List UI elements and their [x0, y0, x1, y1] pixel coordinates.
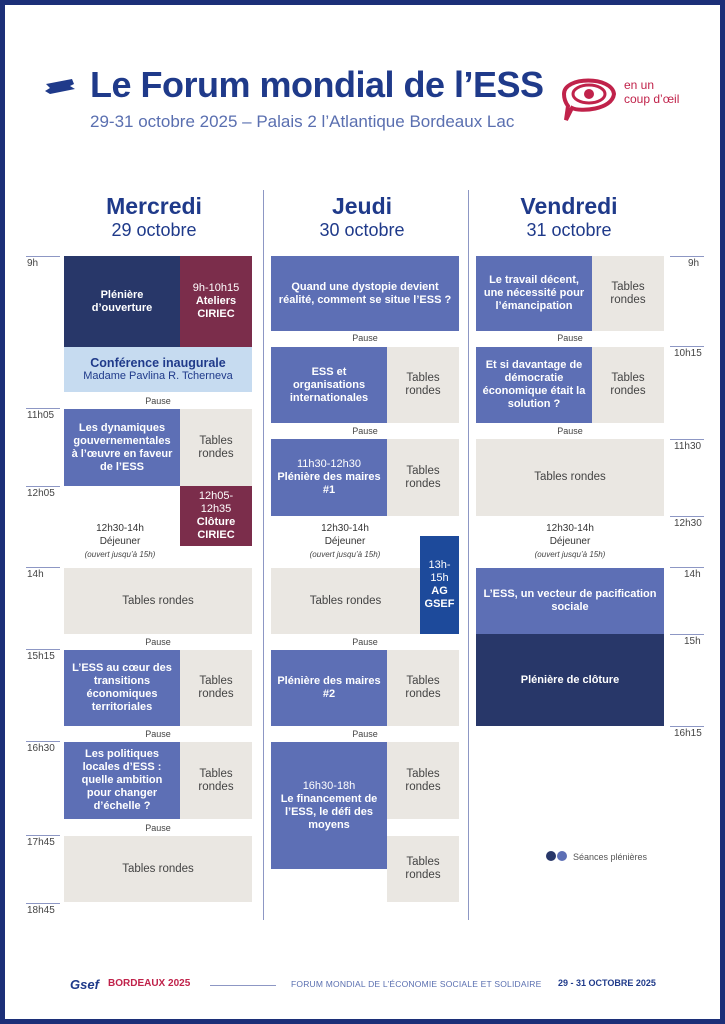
footer-bordeaux: BORDEAUX 2025	[108, 978, 191, 989]
lunch-note: (ouvert jusqu’à 15h)	[534, 550, 606, 559]
lunch-note: (ouvert jusqu’à 15h)	[84, 550, 156, 559]
pause-label: Pause	[145, 396, 171, 406]
session-title: Conférence inaugurale	[90, 355, 226, 370]
time-tick	[670, 256, 704, 257]
time-tick	[26, 835, 60, 836]
session-title: AG GSEF	[424, 585, 455, 610]
session-time: 9h-10h15	[192, 282, 240, 294]
footer-divider	[210, 985, 276, 986]
wed-tables-rondes[interactable]: Tables rondes	[64, 568, 252, 634]
session-time: 11h30-12h30	[296, 458, 362, 470]
thu-tables-rondes[interactable]: Tables rondes	[387, 650, 459, 726]
wed-transitions-economiques[interactable]: L’ESS au cœur des transitions économiques territoriales	[64, 650, 180, 726]
time-label: 12h30	[674, 518, 702, 529]
time-label: 18h45	[27, 905, 55, 916]
wed-tables-rondes[interactable]: Tables rondes	[180, 742, 252, 819]
footer-dates: 29 - 31 OCTOBRE 2025	[558, 978, 656, 988]
wed-tables-rondes[interactable]: Tables rondes	[64, 836, 252, 902]
time-tick	[26, 649, 60, 650]
thu-financement-ess[interactable]	[271, 742, 387, 869]
session-title: Ateliers CIRIEC	[195, 295, 237, 320]
lunch-time: 12h30-14h	[546, 523, 594, 534]
wed-conference-inaugurale[interactable]	[64, 347, 252, 392]
thu-tables-rondes[interactable]: Tables rondes	[387, 347, 459, 423]
session-title: Clôture CIRIEC	[196, 516, 236, 541]
time-tick	[26, 486, 60, 487]
fri-ess-vecteur-pacification[interactable]: L’ESS, un vecteur de pacification sociale	[476, 568, 664, 634]
day-thu-date: 30 octobre	[319, 220, 405, 240]
time-label: 14h	[27, 569, 44, 580]
legend-label: Séances plénières	[573, 852, 648, 862]
fri-tables-rondes[interactable]: Tables rondes	[592, 347, 664, 423]
thu-tables-rondes[interactable]: Tables rondes	[387, 742, 459, 819]
lunch-time: 12h30-14h	[96, 523, 144, 534]
page-title: Le Forum mondial de l’ESS	[90, 64, 544, 105]
logo-tagline	[624, 78, 679, 106]
time-tick	[26, 903, 60, 904]
eye-logo-icon	[556, 66, 620, 126]
day-fri-date: 31 octobre	[526, 220, 612, 240]
pause-label: Pause	[557, 426, 583, 436]
fri-tables-rondes[interactable]: Tables rondes	[592, 256, 664, 331]
time-tick	[26, 567, 60, 568]
fri-travail-decent[interactable]: Le travail décent, une nécessité pour l’émancipation	[476, 256, 592, 331]
time-label: 15h	[684, 636, 701, 647]
column-separator	[468, 190, 469, 920]
time-label: 11h05	[27, 410, 55, 421]
pause-label: Pause	[145, 823, 171, 833]
fri-lunch	[476, 522, 664, 561]
wed-dynamiques-gouvernementales[interactable]: Les dynamiques gouvernementales à l’œuvre en faveur de l’ESS	[64, 409, 180, 486]
time-tick	[670, 439, 704, 440]
fri-democratie-economique[interactable]: Et si davantage de démocratie économique était la solution ?	[476, 347, 592, 423]
time-label: 12h05	[27, 488, 55, 499]
session-time: 13h-	[428, 559, 451, 571]
logo-tagline-line1: en un	[624, 78, 655, 92]
pause-label: Pause	[352, 729, 378, 739]
thu-ag-gsef[interactable]	[420, 536, 459, 634]
wed-tables-rondes[interactable]: Tables rondes	[180, 650, 252, 726]
day-fri-name: Vendredi	[520, 193, 618, 219]
pause-label: Pause	[145, 729, 171, 739]
time-tick	[670, 346, 704, 347]
thu-tables-rondes[interactable]: Tables rondes	[387, 836, 459, 902]
time-label: 9h	[688, 258, 700, 269]
wed-politiques-locales[interactable]: Les politiques locales d’ESS : quelle ambition pour changer d’échelle ?	[64, 742, 180, 819]
lunch-label: Déjeuner	[99, 536, 141, 547]
day-wed-name: Mercredi	[106, 193, 202, 219]
pause-label: Pause	[352, 426, 378, 436]
time-label: 11h30	[674, 441, 702, 452]
legend-dot-mid	[557, 851, 567, 861]
pause-label: Pause	[145, 637, 171, 647]
time-label: 16h30	[27, 743, 55, 754]
pause-label: Pause	[352, 637, 378, 647]
wed-lunch	[26, 522, 214, 561]
session-time: 16h30-18h	[302, 779, 356, 792]
time-label: 16h15	[674, 728, 702, 739]
time-tick	[670, 634, 704, 635]
footer-forum-name: FORUM MONDIAL DE L’ÉCONOMIE SOCIALE ET SOLIDAIRE	[291, 979, 542, 989]
time-tick	[670, 726, 704, 727]
lunch-label: Déjeuner	[549, 536, 591, 547]
time-label: 10h15	[674, 348, 702, 359]
time-tick	[670, 516, 704, 517]
time-label: 17h45	[27, 837, 55, 848]
thu-pleniere-maires-2[interactable]: Plénière des maires #2	[271, 650, 387, 726]
time-label: 14h	[684, 569, 701, 580]
page-subtitle: 29-31 octobre 2025 – Palais 2 l’Atlantique Bordeaux Lac	[90, 112, 515, 131]
fri-pleniere-cloture[interactable]: Plénière de clôture	[476, 634, 664, 726]
time-tick	[26, 256, 60, 257]
brush-stroke-icon	[44, 76, 76, 96]
session-time: 15h	[430, 572, 449, 584]
pause-label: Pause	[352, 333, 378, 343]
time-label: 9h	[27, 258, 39, 269]
session-time: 12h05-12h35	[198, 490, 234, 515]
footer-gsef-logo: Gsef	[70, 977, 99, 992]
fri-tables-rondes[interactable]: Tables rondes	[476, 439, 664, 516]
wed-tables-rondes[interactable]: Tables rondes	[180, 409, 252, 486]
session-title: Plénière des maires #1	[277, 471, 381, 496]
time-tick	[26, 408, 60, 409]
day-thu-name: Jeudi	[331, 193, 393, 219]
time-label: 15h15	[27, 651, 55, 662]
thu-tables-rondes[interactable]: Tables rondes	[271, 568, 420, 634]
pause-label: Pause	[557, 333, 583, 343]
time-tick	[670, 567, 704, 568]
session-title: Le financement de l’ESS, le défi des moyens	[280, 792, 378, 831]
thu-ess-organisations[interactable]: ESS et organisations internationales	[271, 347, 387, 423]
wed-ateliers-ciriec[interactable]	[180, 256, 252, 347]
session-speaker: Madame Pavlina R. Tcherneva	[83, 369, 233, 382]
thu-lunch	[251, 522, 439, 561]
day-wed-date: 29 octobre	[111, 220, 197, 240]
lunch-label: Déjeuner	[324, 536, 366, 547]
lunch-time: 12h30-14h	[321, 523, 369, 534]
wed-pleniere-ouverture[interactable]: Plénière d’ouverture	[64, 256, 180, 347]
lunch-note: (ouvert jusqu’à 15h)	[309, 550, 381, 559]
thu-dystopie[interactable]: Quand une dystopie devient réalité, comment se situe l’ESS ?	[271, 256, 459, 331]
legend-dot-dark	[546, 851, 556, 861]
time-tick	[26, 741, 60, 742]
thu-pleniere-maires-1[interactable]	[271, 439, 387, 516]
logo-tagline-line2: coup d’œil	[624, 92, 680, 106]
thu-tables-rondes[interactable]: Tables rondes	[387, 439, 459, 516]
